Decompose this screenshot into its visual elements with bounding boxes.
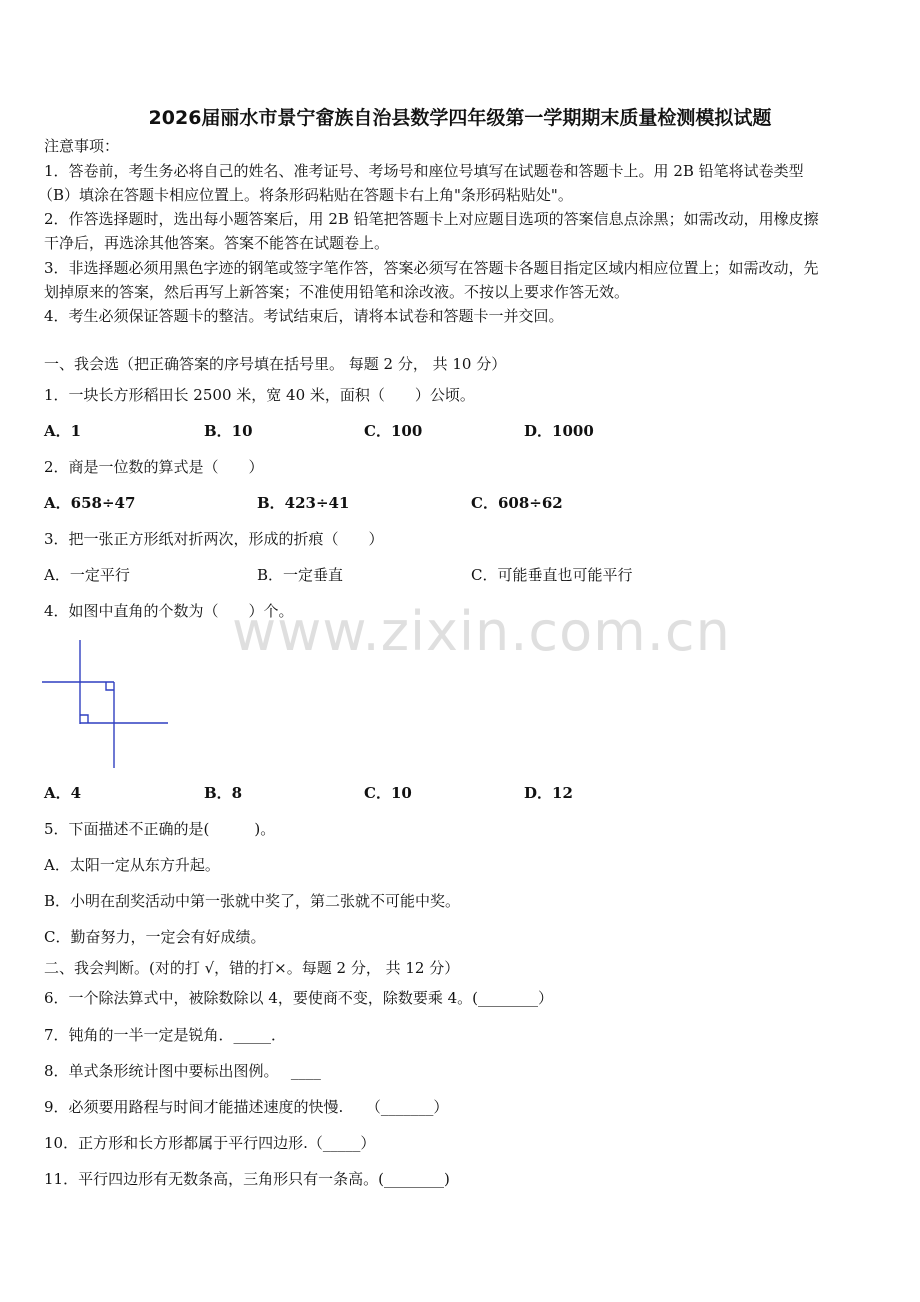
- question-5-option-c: C．勤奋努力，一定会有好成绩。: [44, 928, 266, 946]
- option-c: C．100: [364, 422, 423, 440]
- section2-heading: 二、我会判断。(对的打 √，错的打×。每题 2 分， 共 12 分）: [44, 959, 460, 977]
- option-a: A．一定平行: [44, 566, 130, 584]
- question-7: 7．钝角的一半一定是锐角．_____．: [44, 1026, 287, 1044]
- option-a: A．658÷47: [44, 494, 136, 512]
- option-b: B．一定垂直: [257, 566, 344, 584]
- page-title: 2026届丽水市景宁畲族自治县数学四年级第一学期期末质量检测模拟试题: [148, 107, 772, 129]
- question-2: 2．商是一位数的算式是（ ）: [44, 458, 264, 476]
- option-d: D．12: [524, 784, 573, 802]
- option-c: C．608÷62: [471, 494, 563, 512]
- notice-line-5: 3．非选择题必须用黑色字迹的钢笔或签字笔作答，答案必须写在答题卡各题目指定区域内相应位置上；如需改动，先: [44, 259, 819, 277]
- question-3: 3．把一张正方形纸对折两次，形成的折痕（ ）: [44, 530, 384, 548]
- option-a: A．1: [44, 422, 82, 440]
- watermark: www.zixin.com.cn: [232, 600, 731, 663]
- right-angle-figure: [40, 638, 172, 770]
- option-b: B．10: [204, 422, 253, 440]
- option-d: D．1000: [524, 422, 594, 440]
- question-5: 5．下面描述不正确的是( )。: [44, 820, 276, 838]
- question-11: 11．平行四边形有无数条高，三角形只有一条高。(________): [44, 1170, 450, 1188]
- question-1: 1．一块长方形稻田长 2500 米，宽 40 米，面积（ ）公顷。: [44, 386, 475, 404]
- question-8: 8．单式条形统计图中要标出图例。 ____: [44, 1062, 321, 1080]
- right-angle-mark-lower: [80, 715, 88, 723]
- question-6: 6．一个除法算式中，被除数除以 4，要使商不变，除数要乘 4。(________）: [44, 989, 554, 1007]
- notice-heading: 注意事项：: [44, 137, 120, 155]
- notice-line-7: 4．考生必须保证答题卡的整洁。考试结束后，请将本试卷和答题卡一并交回。: [44, 307, 564, 325]
- notice-line-4: 干净后，再选涂其他答案。答案不能答在试题卷上。: [44, 234, 390, 252]
- notice-line-1: 1．答卷前，考生务必将自己的姓名、准考证号、考场号和座位号填写在试题卷和答题卡上。用 2B 铅笔将试卷类型: [44, 162, 804, 180]
- question-5-option-b: B．小明在刮奖活动中第一张就中奖了，第二张就不可能中奖。: [44, 892, 461, 910]
- notice-line-3: 2．作答选择题时，选出每小题答案后，用 2B 铅笔把答题卡上对应题目选项的答案信息点涂黑；如需改动，用橡皮擦: [44, 210, 819, 228]
- option-b: B．8: [204, 784, 243, 802]
- question-4: 4．如图中直角的个数为（ ）个。: [44, 602, 294, 620]
- question-10: 10．正方形和长方形都属于平行四边形.（_____）: [44, 1134, 376, 1152]
- option-a: A．4: [44, 784, 82, 802]
- option-c: C．10: [364, 784, 412, 802]
- option-b: B．423÷41: [257, 494, 350, 512]
- notice-line-2: （B）填涂在答题卡相应位置上。将条形码粘贴在答题卡右上角"条形码粘贴处"。: [38, 186, 573, 204]
- option-c: C．可能垂直也可能平行: [471, 566, 633, 584]
- notice-line-6: 划掉原来的答案，然后再写上新答案；不准使用铅笔和涂改液。不按以上要求作答无效。: [44, 283, 630, 301]
- section1-heading: 一、我会选（把正确答案的序号填在括号里。 每题 2 分， 共 10 分）: [44, 355, 507, 373]
- question-5-option-a: A．太阳一定从东方升起。: [44, 856, 220, 874]
- question-9: 9．必须要用路程与时间才能描述速度的快慢. （_______）: [44, 1098, 449, 1116]
- right-angle-mark-upper: [106, 682, 114, 690]
